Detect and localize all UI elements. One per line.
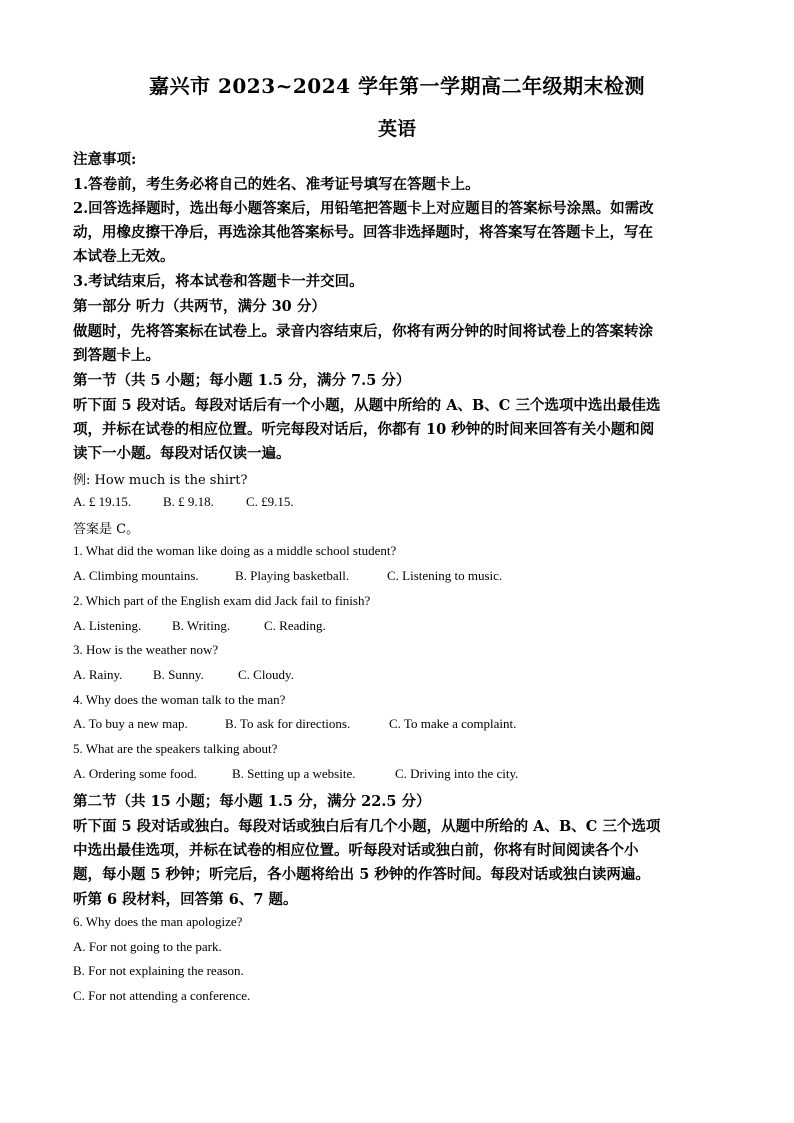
q4-option-b: B. To ask for directions.	[225, 716, 351, 731]
q2-option-b: B. Writing.	[172, 618, 231, 633]
question-5: 5. What are the speakers talking about?	[73, 741, 278, 756]
section2-intro-line-3: 题，每小题 5 秒钟；听完后，各小题将给出 5 秒钟的作答时间。每段对话或独白读两遍。	[73, 866, 650, 883]
q5-option-a: A. Ordering some food.	[73, 766, 197, 781]
q4-option-a: A. To buy a new map.	[73, 716, 188, 731]
q2-option-a: A. Listening.	[73, 618, 142, 633]
question-3: 3. How is the weather now?	[73, 642, 219, 657]
note-item-3: 3.考试结束后，将本试卷和答题卡一并交回。	[73, 273, 364, 290]
q6-option-b: B. For not explaining the reason.	[73, 963, 244, 978]
exam-title: 嘉兴市 2023~2024 学年第一学期高二年级期末检测	[148, 74, 645, 98]
example-option-b: B. £ 9.18.	[163, 494, 214, 509]
q3-option-a: A. Rainy.	[73, 667, 123, 682]
q1-option-c: C. Listening to music.	[387, 568, 503, 583]
part1-intro-line-2: 到答题卡上。	[73, 347, 160, 364]
question-4: 4. Why does the woman talk to the man?	[73, 692, 286, 707]
q2-option-c: C. Reading.	[264, 618, 326, 633]
section2-intro-line-2: 中选出最佳选项，并标在试卷的相应位置。听每段对话或独白前，你将有时间阅读各个小	[73, 842, 639, 859]
q6-option-a: A. For not going to the park.	[73, 939, 222, 954]
example-option-c: C. £9.15.	[246, 494, 294, 509]
q3-option-c: C. Cloudy.	[238, 667, 294, 682]
question-2-options	[73, 618, 326, 634]
part1-intro-line-1: 做题时，先将答案标在试卷上。录音内容结束后，你将有两分钟的时间将试卷上的答案转涂	[73, 323, 653, 340]
example-option-a: A. £ 19.15.	[73, 494, 132, 509]
question-1: 1. What did the woman like doing as a middle school student?	[73, 543, 397, 558]
q3-option-b: B. Sunny.	[153, 667, 204, 682]
material-6-heading: 听第 6 段材料，回答第 6、7 题。	[73, 891, 298, 908]
section1-intro-line-2: 项，并标在试卷的相应位置。听完每段对话后，你都有 10 秒钟的时间来回答有关小题和阅	[73, 421, 655, 438]
section1-intro-line-3: 读下一小题。每段对话仅读一遍。	[73, 445, 291, 462]
part1-heading: 第一部分 听力（共两节，满分 30 分）	[73, 298, 326, 315]
question-6: 6. Why does the man apologize?	[73, 914, 243, 929]
q1-option-a: A. Climbing mountains.	[73, 568, 199, 583]
question-5-options	[73, 766, 518, 782]
question-3-options	[73, 667, 294, 683]
q4-option-c: C. To make a complaint.	[389, 716, 517, 731]
q5-option-c: C. Driving into the city.	[395, 766, 519, 781]
question-4-options	[73, 716, 516, 732]
q5-option-b: B. Setting up a website.	[232, 766, 356, 781]
q1-option-b: B. Playing basketball.	[235, 568, 350, 583]
question-2: 2. Which part of the English exam did Jack fail to finish?	[73, 593, 371, 608]
section2-heading: 第二节（共 15 小题；每小题 1.5 分，满分 22.5 分）	[73, 793, 431, 810]
section1-intro-line-1: 听下面 5 段对话。每段对话后有一个小题，从题中所给的 A、B、C 三个选项中选出最佳选	[73, 397, 661, 414]
note-item-2-line-2: 动，用橡皮擦干净后，再选涂其他答案标号。回答非选择题时，将答案写在答题卡上，写在	[73, 224, 653, 241]
section2-intro-line-1: 听下面 5 段对话或独白。每段对话或独白后有几个小题，从题中所给的 A、B、C 三个选项	[73, 818, 661, 835]
example-answer: 答案是 C。	[73, 522, 140, 537]
notes-heading: 注意事项:	[73, 151, 137, 168]
note-item-1: 1.答卷前，考生务必将自己的姓名、准考证号填写在答题卡上。	[73, 176, 480, 193]
question-1-options	[73, 568, 502, 584]
note-item-2-line-3: 本试卷上无效。	[73, 248, 175, 265]
example-options	[73, 494, 294, 510]
example-question: 例: How much is the shirt?	[73, 473, 248, 488]
subject-title: 英语	[377, 118, 416, 140]
note-item-2-line-1: 2.回答选择题时，选出每小题答案后，用铅笔把答题卡上对应题目的答案标号涂黑。如需改	[73, 200, 654, 217]
q6-option-c: C. For not attending a conference.	[73, 988, 251, 1003]
section1-heading: 第一节（共 5 小题；每小题 1.5 分，满分 7.5 分）	[73, 372, 411, 389]
